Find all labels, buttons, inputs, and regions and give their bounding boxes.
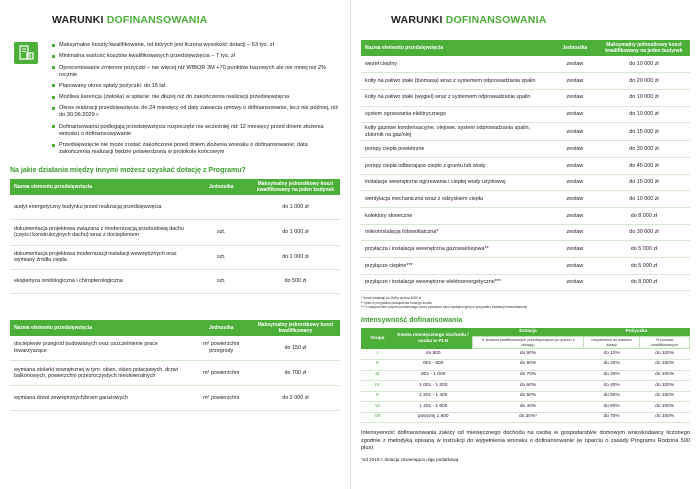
table-header-row [361,328,690,337]
cell: m² powierzchni przegrody [192,336,251,361]
col-header: Pożyczka [583,328,689,337]
cell: do 10 000 zł [598,191,690,208]
note: *** z wyłączeniem kosztu poniesionego przez operatora sieci dystrybucyjnej w przypadku instalacji fotowoltaicznej [361,305,528,310]
cell: zestaw [552,123,598,141]
cell: do 70% [473,370,584,381]
cell: IV [361,381,394,392]
cell: do 100% [640,349,690,360]
question-heading: Na jakie działania między innymi możesz uzyskać dotację z Programu? [10,167,246,175]
cell: do 10 000 zł [598,106,690,123]
cell: do 1 000 zł [251,195,340,219]
note: ** tylko w przypadku podłączenia nowego źródła [361,300,432,305]
cell: 1 401 - 1 600 [394,402,473,413]
cell: szt. [192,269,251,293]
cell: do 20% [583,359,639,370]
cell: dokumentacja projektowa modernizacji instalacji wewnętrznych oraz wymiany źródła ciepła [10,245,192,269]
table-row [10,245,340,269]
cell [192,195,251,219]
table-row [361,157,690,174]
cell: do 40% [473,402,584,413]
right-page [350,0,700,489]
list-item: Okres realizacji przedsięwzięcia: do 24 miesięcy od daty zawarcia umowy o dofinansowanie, lecz nie później, niż do 30.06.2029 r. [52,105,340,119]
cell: przyłącze i instalacje wewnętrzne elektroenergetyczne*** [361,274,552,291]
cell: do 45 000 zł [598,157,690,174]
cell: do 30% [583,370,639,381]
table-row [361,258,690,275]
cell: mikroinstalacja fotowoltaiczna* [361,224,552,241]
table-notes [361,296,690,309]
cell: ekspertyza ornitologiczna i chiropterologiczna [10,269,192,293]
cell: do 30 000 zł [598,141,690,158]
cell: do 50% [473,391,584,402]
title-part-1: WARUNKI [52,14,107,26]
cell: do 40% [583,381,639,392]
cell: do 70% [583,412,639,423]
cell: instalacje wewnętrzne ogrzewania i ciepłej wody użytkowej [361,174,552,191]
cell: do 100% [640,370,690,381]
cell: I [361,349,394,360]
cell: zestaw [552,89,598,106]
table-row [361,56,690,73]
audit-costs-table [10,179,340,294]
cell: do 80% [473,359,584,370]
table-row [361,381,690,392]
table-header-row [361,40,690,56]
cell: do 30 000 zł [598,224,690,241]
table-row [10,386,340,411]
table-row [10,336,340,361]
cell: do 100% [640,402,690,413]
cell: kotły na paliwo stałe (biomasa) wraz z systemem odprowadzania spalin [361,73,552,90]
table-row [10,219,340,245]
cell: do 8 000 zł [598,274,690,291]
cell: do 20 000 zł [598,73,690,90]
cell: zestaw [552,274,598,291]
cell: do 15 000 zł [598,123,690,141]
cell: do 8 000 zł [598,208,690,225]
cell: 801 - 1 000 [394,370,473,381]
table-row [361,208,690,225]
note: * Koszt instalacji za 1kWp wynosi 6000 zł [361,296,422,301]
title-part-2: DOFINANSOWANIA [445,14,547,26]
right-title [391,14,690,26]
table-row [361,349,690,360]
cell: kotły na paliwo stałe (węgiel) wraz z systemem odprowadzania spalin [361,89,552,106]
cell: m² powierzchni [192,361,251,386]
cell: do 15 000 zł [598,174,690,191]
cell: pompy ciepła odbierające ciepło z gruntu lub wody [361,157,552,174]
col-subheader: % kosztów kwalifikowanych przedsięwzięcia (w oparciu o dotację) [473,337,584,349]
cell: VI [361,402,394,413]
cell: 1 201 - 1 400 [394,391,473,402]
cell: do 60% [583,402,639,413]
col-subheader: uzupełnienie do wartości dotacji [583,337,639,349]
cell: zestaw [552,56,598,73]
col-header: Grupa [361,328,394,349]
title-part-2: DOFINANSOWANIA [106,14,208,26]
table-row [361,241,690,258]
building-works-table [10,320,340,412]
cell: zestaw [552,224,598,241]
col-subheader: % kosztów kwalifikowanych [640,337,690,349]
cell: II [361,359,394,370]
col-header: Nazwa elementu przedsięwzięcia [361,40,552,56]
list-item: Oprocentowanie zmienne pożyczki – nie więcej niż WIBOR 3M +70 punktów bazowych ale nie mniej niż 2% rocznie [52,65,340,79]
cell: m² powierzchni [192,386,251,411]
cell: V [361,391,394,402]
table-row [10,361,340,386]
table-row [361,359,690,370]
cell: do 100% [640,381,690,392]
cell: docieplenie przegród budowlanych oraz uszczelnienie prace towarzyszące [10,336,192,361]
list-item: Przedsięwzięcie nie może zostać zakończone przed dniem złożenia wniosku o dofinansowanie; data zakończenia realizacji będzie potwierdzona w protokole końcowym [52,142,340,156]
cell: zestaw [552,258,598,275]
table-header-row [10,320,340,336]
table-row [361,370,690,381]
cell: wentylacja mechaniczna wraz z odzyskiem ciepła [361,191,552,208]
table-row [361,391,690,402]
cell: do 100% [640,391,690,402]
cell: III [361,370,394,381]
table-row [361,402,690,413]
table-row [361,412,690,423]
conditions-list [52,42,340,156]
intensity-description: Intensywność dofinansowania zależy od miesięcznego dochodu na osobę w gospodarstwie domowym wnioskodawcy liczonego zgodnie z metodyką opisaną w instrukcji do wypełnienia wniosku o dofinansowanie (w oparciu o zasady Programu Rodzina 500 plus) [361,430,690,452]
cell: zestaw [552,157,598,174]
table-row [361,123,690,141]
col-header: Nazwa elementu przedsięwzięcia [10,179,192,195]
cell: do 100% [640,412,690,423]
col-header: Maksymalny jednostkowy koszt kwalifikowany na jeden budynek [598,40,690,56]
section-title: Intensywność dofinansowania [361,317,463,325]
cell: do 500 zł [251,269,340,293]
list-item: Planowany okres spłaty pożyczki: do 15 lat [52,83,340,90]
table-row [10,195,340,219]
col-header: Jednostka [552,40,598,56]
cell: węzeł cieplny [361,56,552,73]
cell: do 100% [640,359,690,370]
cell: do 600 [394,349,473,360]
col-header: Dotacja [473,328,584,337]
cell: system ogrzewania elektrycznego [361,106,552,123]
cell: zestaw [552,174,598,191]
cell: przyłącza i instalacja wewnętrzna gazowa/olejowa** [361,241,552,258]
list-item: Maksymalne koszty kwalifikowane, od których jest liczona wysokość dotacji – 53 tys. zł [52,42,340,49]
table-row [10,269,340,293]
footnote: *od 2019 r. dotacja zawierająca ulgę podatkową [361,456,459,462]
table-row [361,224,690,241]
cell: do 5 000 zł [598,241,690,258]
cell: kotły gazowe kondensacyjne, olejowe, system odprowadzania spalin, zbiornik na gaz/olej [361,123,552,141]
cell: do 10 000 zł [598,56,690,73]
cell: do 5 000 zł [598,258,690,275]
cell: do 700 zł [251,361,340,386]
table-row [361,106,690,123]
heating-costs-table [361,40,690,291]
cell: zestaw [552,208,598,225]
cell: pompy ciepła powietrzne [361,141,552,158]
list-item: Minimalna wartość kosztów kwalifikowanych przedsięwzięcia – 7 tys. zł [52,53,340,60]
cell: powyżej 1 600 [394,412,473,423]
cell: dokumentacja projektowa związana z modernizacją przebudową dachu (części konstrukcyjnych dachu) wraz z dociepleniem [10,219,192,245]
cell: do 150 zł [251,336,340,361]
col-header: Jednostka [192,320,251,336]
col-header: Nazwa elementu przedsięwzięcia [10,320,192,336]
table-row [361,89,690,106]
table-header-row [10,179,340,195]
table-row [361,274,690,291]
cell: do 60% [473,381,584,392]
cell: szt. [192,219,251,245]
cell: zestaw [552,73,598,90]
title-part-1: WARUNKI [391,14,446,26]
col-header: Jednostka [192,179,251,195]
list-item: Dofinansowaniu podlegają przedsięwzięcia rozpoczęte nie wcześniej niż 12 miesięcy przed dniem złożenia wniosku o dofinansowywanie [52,124,340,138]
cell: do 10% [583,349,639,360]
left-title [52,14,340,26]
cell: szt. [192,245,251,269]
table-row [361,141,690,158]
col-header: Maksymalny jednostkowy koszt kwalifikowany [251,320,340,336]
table-row [361,73,690,90]
cell: do 90% [473,349,584,360]
cell: wymiana drzwi zewnętrznych/bram garażowych [10,386,192,411]
table-row [361,174,690,191]
cell: do 10 000 zł [598,89,690,106]
cell: do 1 000 zł [251,219,340,245]
col-header: Maksymalny jednostkowy koszt kwalifikowany na jeden budynek [251,179,340,195]
cell: zestaw [552,106,598,123]
conditions-list-box [10,42,340,156]
cell: audyt energetyczny budynku przed realizacją przedsięwzięcia [10,195,192,219]
list-item: Możliwa karencja (zwłoka) w spłacie: nie dłużej niż do zakończenia realizacji przedsięwzięcia [52,94,340,101]
cell: zestaw [552,241,598,258]
cell: VII [361,412,394,423]
cell: zestaw [552,141,598,158]
cell: 1 001 - 1 200 [394,381,473,392]
cell: wymiana stolarki zewnętrznej w tym: okien, okien połaciowych, drzwi balkonowych, powierzchni przezroczystych nieotwieralnych [10,361,192,386]
cell: do 50% [583,391,639,402]
cell: kolektory słoneczne [361,208,552,225]
cell: 601 - 800 [394,359,473,370]
cell: do 2 000 zł [251,386,340,411]
cell: przyłącze ciepłne*** [361,258,552,275]
intensity-table [361,328,690,423]
cell: zestaw [552,191,598,208]
table-row [361,191,690,208]
cell: do 30%* [473,412,584,423]
document-money-icon [14,42,38,64]
col-header: Kwota miesięcznego dochodu / osoba w PLN [394,328,473,349]
cell: do 1 000 zł [251,245,340,269]
